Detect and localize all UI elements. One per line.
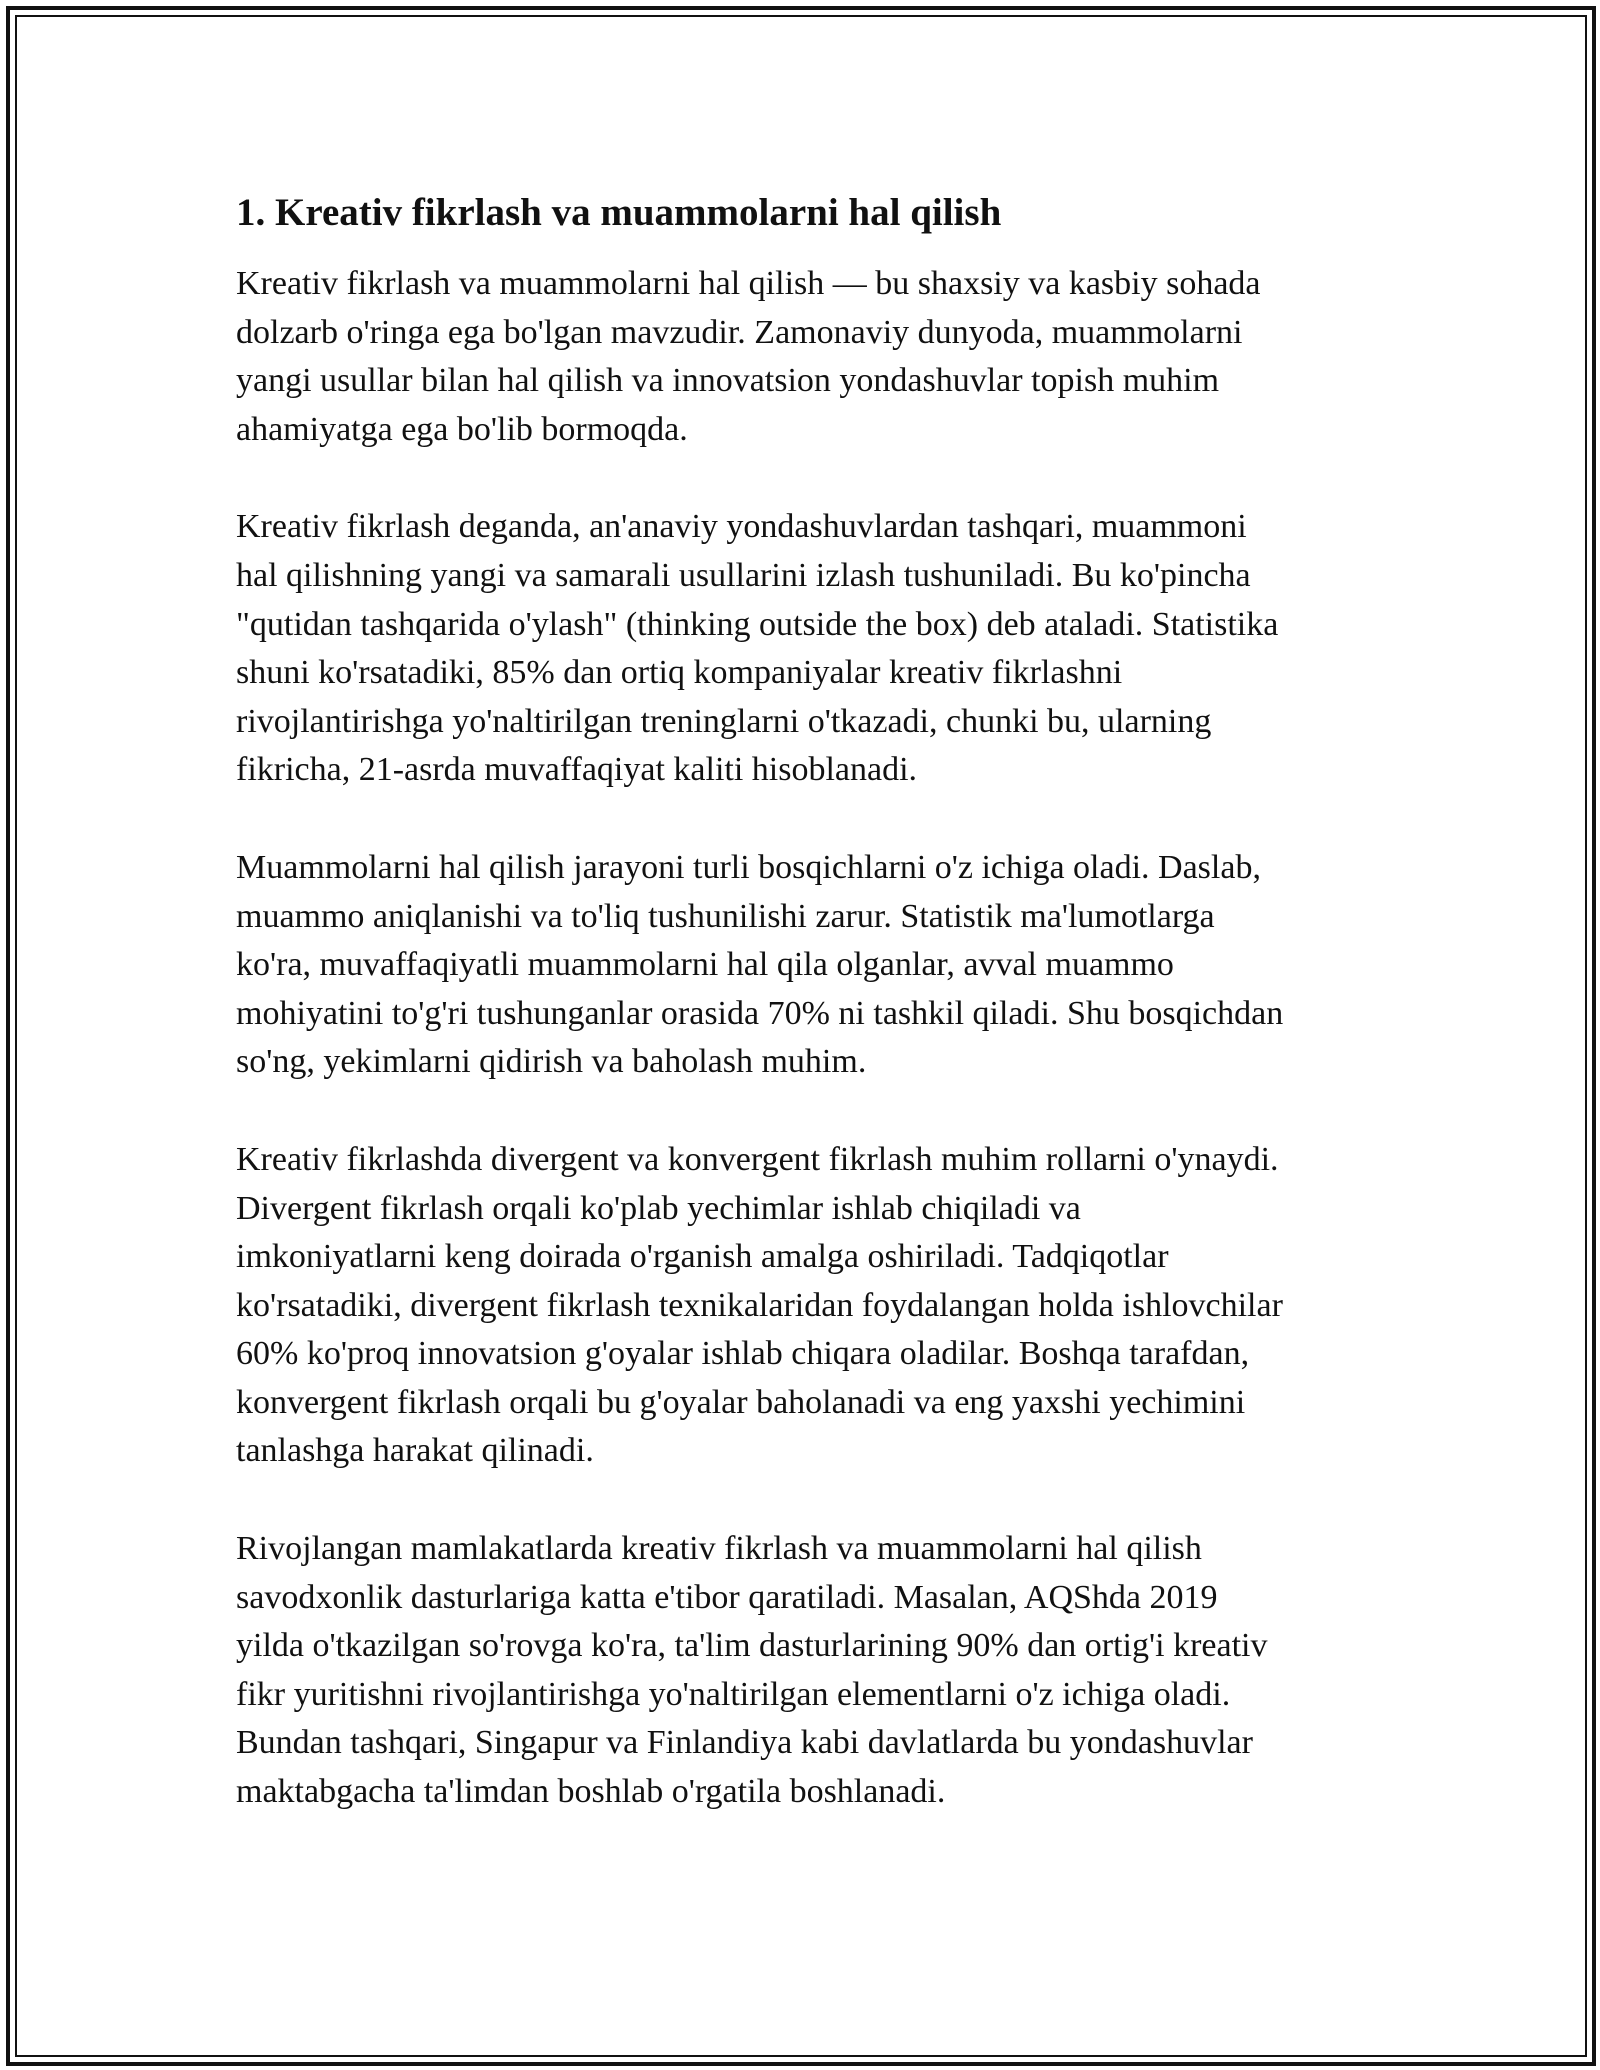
paragraph-line: fikr yuritishni rivojlantirishga yo'naltirilgan elementlarni o'z ichiga oladi. [236, 1675, 1231, 1713]
paragraph-developed-countries [236, 1525, 1386, 1817]
section-heading: 1. Kreativ fikrlash va muammolarni hal qilish [236, 191, 1002, 234]
paragraph-line: Kreativ fikrlashda divergent va konvergent fikrlash muhim rollarni o'ynaydi. [236, 1140, 1279, 1178]
document-body [236, 186, 1386, 1866]
paragraph-line: ko'rsatadiki, divergent fikrlash texnikalaridan foydalangan holda ishlovchilar [236, 1286, 1283, 1324]
paragraph-line: yilda o'tkazilgan so'rovga ko'ra, ta'lim dasturlarining 90% dan ortig'i kreativ [236, 1627, 1268, 1665]
paragraph-line: ko'ra, muvaffaqiyatli muammolarni hal qila olganlar, avval muammo [236, 946, 1174, 984]
paragraph-problem-solving-process [236, 844, 1386, 1087]
paragraph-line: 60% ko'proq innovatsion g'oyalar ishlab chiqara oladilar. Boshqa tarafdan, [236, 1335, 1250, 1373]
paragraph-line: Bundan tashqari, Singapur va Finlandiya kabi davlatlarda bu yondashuvlar [236, 1724, 1253, 1762]
paragraph-line: yangi usullar bilan hal qilish va innovatsion yondashuvlar topish muhim [236, 362, 1220, 400]
paragraph-line: Divergent fikrlash orqali ko'plab yechimlar ishlab chiqiladi va [236, 1189, 1081, 1227]
paragraph-line: Kreativ fikrlash va muammolarni hal qilish — bu shaxsiy va kasbiy sohada [236, 265, 1261, 302]
paragraph-line: konvergent fikrlash orqali bu g'oyalar baholanadi va eng yaxshi yechimini [236, 1383, 1246, 1421]
paragraph-line: savodxonlik dasturlariga katta e'tibor qaratiladi. Masalan, AQShda 2019 [236, 1578, 1218, 1616]
paragraph-line: maktabgacha ta'limdan boshlab o'rgatila boshlanadi. [236, 1773, 946, 1811]
paragraph-line: fikricha, 21-asrda muvaffaqiyat kaliti hisoblanadi. [236, 751, 918, 789]
paragraph-line: Kreativ fikrlash deganda, an'anaviy yondashuvlardan tashqari, muammoni [236, 508, 1247, 546]
paragraph-line: so'ng, yekimlarni qidirish va baholash muhim. [236, 1043, 867, 1081]
paragraph-line: imkoniyatlarni keng doirada o'rganish amalga oshiriladi. Tadqiqotlar [236, 1238, 1169, 1276]
paragraph-line: mohiyatini to'g'ri tushunganlar orasida 70% ni tashkil qiladi. Shu bosqichdan [236, 994, 1284, 1032]
paragraph-line: tanlashga harakat qilinadi. [236, 1432, 594, 1470]
paragraph-line: rivojlantirishga yo'naltirilgan treninglarni o'tkazadi, chunki bu, ularning [236, 702, 1212, 740]
paragraph-line: ahamiyatga ega bo'lib bormoqda. [236, 410, 688, 448]
paragraph-line: Muammolarni hal qilish jarayoni turli bosqichlarni o'z ichiga oladi. Daslab, [236, 848, 1261, 886]
paragraph-line: shuni ko'rsatadiki, 85% dan ortiq kompaniyalar kreativ fikrlashni [236, 654, 1123, 692]
paragraph-divergent-convergent [236, 1136, 1386, 1476]
paragraph-line: Rivojlangan mamlakatlarda kreativ fikrlash va muammolarni hal qilish [236, 1530, 1202, 1568]
paragraph-intro [236, 260, 1386, 454]
paragraph-line: muammo aniqlanishi va to'liq tushunilishi zarur. Statistik ma'lumotlarga [236, 897, 1215, 935]
paragraph-line: "qutidan tashqarida o'ylash" (thinking outside the box) deb ataladi. Statistika [236, 605, 1279, 643]
paragraph-creative-thinking [236, 503, 1386, 795]
paragraph-line: dolzarb o'ringa ega bo'lgan mavzudir. Zamonaviy dunyoda, muammolarni [236, 313, 1243, 351]
paragraph-line: hal qilishning yangi va samarali usullarini izlash tushuniladi. Bu ko'pincha [236, 556, 1251, 594]
